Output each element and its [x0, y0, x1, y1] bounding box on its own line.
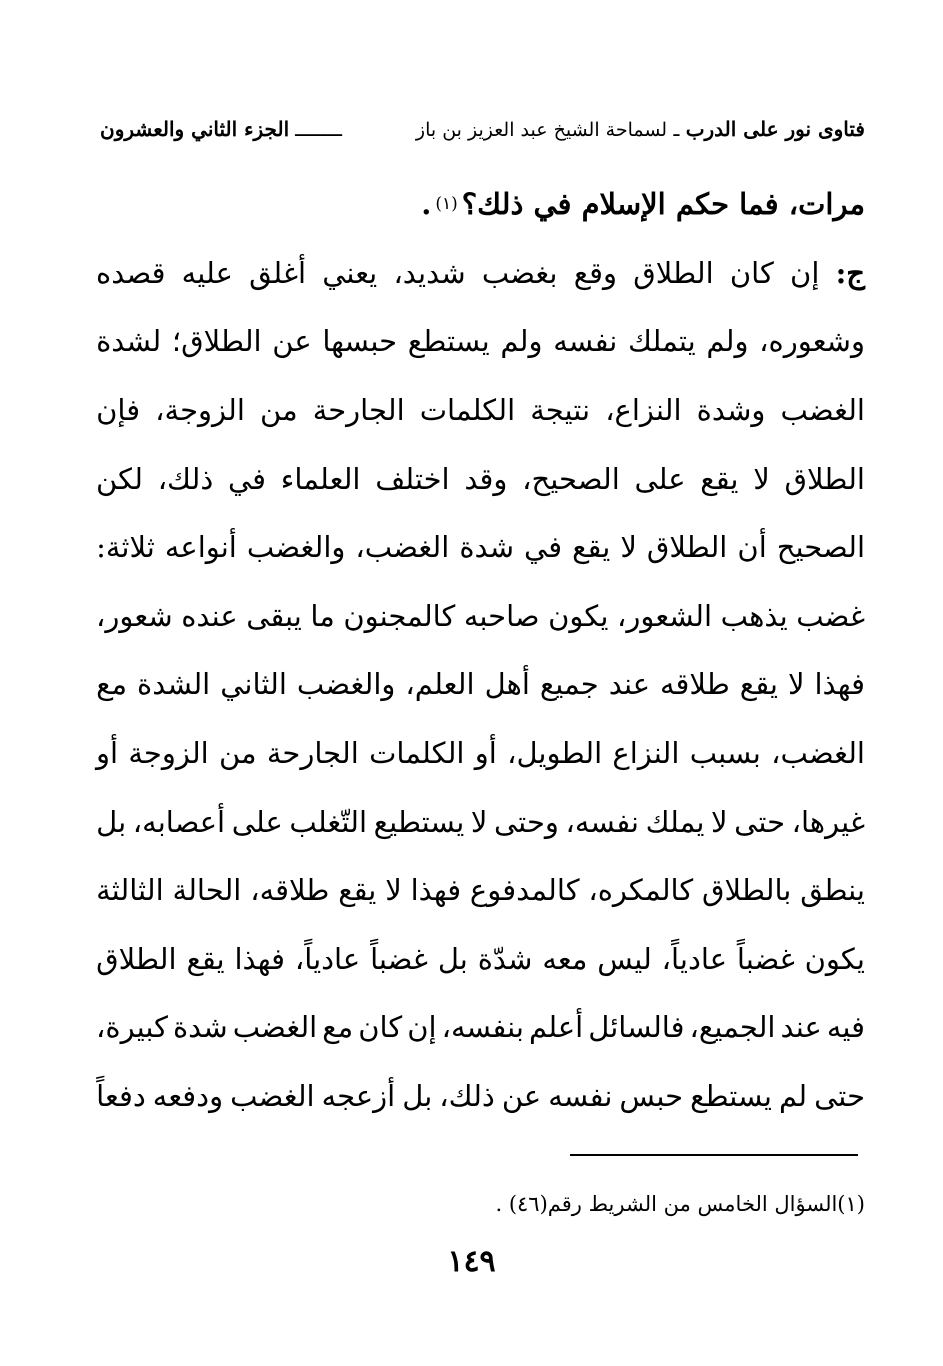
- answer-line: [96, 307, 865, 376]
- answer-word: فيه: [826, 1010, 865, 1045]
- answer-word: العلم،: [405, 667, 475, 702]
- answer-word: ذلك،: [439, 1079, 495, 1114]
- answer-word: يقع: [186, 941, 225, 976]
- answer-word: إن: [790, 255, 820, 290]
- answer-word: كان: [729, 255, 774, 290]
- answer-word: قصده: [96, 255, 166, 290]
- answer-word: الطلاق: [96, 941, 177, 976]
- answer-word: شدة: [459, 530, 515, 565]
- header-separator: ـ: [673, 117, 680, 141]
- answer-word: يستطع: [407, 324, 490, 359]
- answer-word: يستطيع: [373, 804, 465, 839]
- answer-word: الطلاق: [633, 255, 714, 290]
- answer-word: طلاقه: [660, 667, 730, 702]
- footnote-divider: [570, 1154, 858, 1156]
- answer-word: جميع: [539, 667, 599, 702]
- answer-word: ينطق: [800, 873, 865, 908]
- answer-word: وشعوره،: [759, 324, 865, 359]
- answer-word: حتى: [814, 1079, 865, 1114]
- answer-word: الطلاق: [646, 530, 728, 565]
- answer-word: غضب: [796, 598, 865, 633]
- answer-line: [96, 650, 865, 719]
- answer-line: [96, 513, 865, 582]
- answer-word: لا: [787, 667, 805, 702]
- answer-word: النزاع،: [605, 393, 682, 428]
- answer-word: فإن: [96, 393, 141, 428]
- answer-word: عادياً،: [294, 941, 361, 976]
- answer-word: عند: [780, 1010, 822, 1045]
- answer-word: فهذا: [410, 873, 462, 908]
- answer-word: الغضب: [230, 1079, 315, 1114]
- answer-word: وقع: [573, 255, 617, 290]
- answer-word: بنفسه،: [441, 1010, 524, 1045]
- answer-line: [96, 376, 865, 445]
- answer-word: بسبب: [689, 736, 761, 771]
- answer-line: [96, 444, 865, 513]
- question-period: .: [421, 187, 432, 222]
- answer-word: من: [218, 736, 257, 771]
- answer-paragraph: [96, 239, 865, 1131]
- page-number: ١٤٩: [447, 1244, 496, 1279]
- answer-word: الزوجة،: [155, 393, 245, 428]
- running-header: [100, 112, 865, 146]
- answer-line: [96, 993, 865, 1062]
- answer-word: كالمجنون: [343, 598, 456, 633]
- answer-word: عادياً،: [661, 941, 727, 976]
- answer-word: على: [634, 461, 686, 496]
- answer-word: معه: [542, 941, 588, 976]
- answer-word: يقع: [739, 667, 778, 702]
- answer-word: ثلاثة:: [96, 530, 155, 565]
- answer-word: فالسائل: [588, 1010, 685, 1045]
- answer-word: أهل: [484, 667, 530, 702]
- answer-word: أو: [96, 736, 119, 771]
- answer-word: الحالة: [172, 873, 242, 908]
- answer-word: الجارحة: [266, 736, 359, 771]
- answer-word: كان: [358, 1010, 403, 1045]
- answer-line: [96, 1062, 865, 1131]
- answer-word: يبقى: [246, 598, 302, 633]
- answer-word: صاحبه: [463, 598, 540, 633]
- answer-word: لا: [711, 804, 728, 839]
- answer-word: يقع: [572, 530, 611, 565]
- answer-word: الثاني: [220, 667, 287, 702]
- answer-word: يقع: [338, 873, 377, 908]
- answer-word: ولم: [706, 324, 749, 359]
- answer-word: إن: [407, 1010, 437, 1045]
- answer-word: أن: [737, 530, 767, 565]
- answer-word: فهذا: [814, 667, 865, 702]
- answer-word: يقع: [700, 461, 739, 496]
- question-text: مرات، فما حكم الإسلام في ذلك؟: [461, 187, 865, 222]
- answer-word: يستطع: [690, 1079, 772, 1114]
- answer-line: [96, 582, 865, 651]
- answer-word: حتى: [734, 804, 786, 839]
- book-title: فتاوى نور على الدرب: [685, 117, 865, 141]
- answer-word: نفسه،: [565, 804, 639, 839]
- answer-word: وشدة: [696, 393, 766, 428]
- answer-word: الطلاق؛: [171, 324, 262, 359]
- answer-word: مع: [96, 667, 128, 702]
- answer-word: يكون: [548, 598, 609, 633]
- answer-word: ولم: [500, 324, 543, 359]
- answer-word: الصحيح،: [522, 461, 620, 496]
- answer-word: وقد: [464, 461, 508, 496]
- answer-word: الجارحة: [312, 393, 405, 428]
- header-dash-line: ــــــــ: [295, 117, 342, 141]
- answer-word: النزاع: [612, 736, 680, 771]
- footnote: (١)السؤال الخامس من الشريط رقم(٤٦) .: [495, 1192, 865, 1216]
- answer-word: الثالثة: [96, 873, 164, 908]
- answer-word: بل: [402, 1079, 433, 1114]
- question-end-line: [96, 170, 865, 239]
- answer-word: ذلك،: [157, 461, 214, 496]
- answer-word: يملك: [645, 804, 705, 839]
- header-volume-group: [100, 117, 342, 141]
- answer-word: التّغلب: [289, 804, 368, 839]
- answer-word: غضباً: [736, 941, 795, 976]
- answer-line: [96, 856, 865, 925]
- answer-word: يعني: [322, 255, 378, 290]
- answer-word: على: [231, 804, 283, 839]
- footnote-reference: (١): [435, 194, 458, 215]
- answer-word: شدّة: [477, 941, 533, 976]
- answer-word: في: [524, 530, 563, 565]
- answer-word: اختلف: [375, 461, 450, 496]
- answer-word: عن: [272, 324, 312, 359]
- answer-word: شدة: [172, 1010, 228, 1045]
- answer-line: [96, 787, 865, 856]
- answer-word: لا: [385, 873, 402, 908]
- answer-word: دفعاً: [96, 1079, 146, 1114]
- answer-word: كالمكره،: [588, 873, 694, 908]
- answer-word: شديد،: [393, 255, 466, 290]
- answer-line: [96, 925, 865, 994]
- answer-word: ودفعه: [152, 1079, 224, 1114]
- fatwa-body: [96, 170, 865, 1130]
- header-book-info: [416, 117, 865, 141]
- answer-word: لا: [753, 461, 770, 496]
- answer-word: ما: [310, 598, 335, 633]
- answer-word: الغضب،: [771, 736, 865, 771]
- answer-word: عن: [501, 1079, 542, 1114]
- answer-word: مع: [322, 1010, 354, 1045]
- answer-word: وحتى: [494, 804, 559, 839]
- answer-word: يتملك: [628, 324, 696, 359]
- author-name: لسماحة الشيخ عبد العزيز بن باز: [415, 119, 668, 141]
- answer-word: حبسها: [322, 324, 398, 359]
- answer-word: نتيجة: [530, 393, 591, 428]
- answer-word: والغضب: [246, 530, 346, 565]
- answer-word: أو: [474, 736, 497, 771]
- answer-word: شعور،: [96, 598, 173, 633]
- answer-word: يذهب: [720, 598, 788, 633]
- volume-label: الجزء الثاني والعشرون: [100, 117, 290, 141]
- answer-word: الكلمات: [419, 393, 516, 428]
- answer-word: نفسه: [548, 1079, 613, 1114]
- answer-word: أعلم: [528, 1010, 584, 1045]
- answer-word: ليس: [597, 941, 652, 976]
- answer-word: لا: [470, 804, 488, 839]
- answer-word: بغضب: [481, 255, 558, 290]
- answer-word: بل: [96, 804, 127, 839]
- answer-word: في: [227, 461, 267, 496]
- answer-word: أعصابه،: [132, 804, 226, 839]
- answer-word: فهذا: [234, 941, 286, 976]
- answer-word: الشعور،: [616, 598, 713, 633]
- answer-word: الزوجة: [128, 736, 209, 771]
- answer-word: عند: [608, 667, 651, 702]
- answer-word: لم: [779, 1079, 808, 1114]
- answer-word: أنواعه: [164, 530, 237, 565]
- answer-word: غضباً: [370, 941, 428, 976]
- answer-word: كبيرة،: [96, 1010, 168, 1045]
- answer-word: نفسه: [553, 324, 618, 359]
- answer-word: الطويل،: [507, 736, 603, 771]
- answer-word: العلماء: [280, 461, 361, 496]
- answer-word: الطلاق: [784, 461, 865, 496]
- answer-word: من: [260, 393, 298, 428]
- answer-word: لشدة: [96, 324, 162, 359]
- answer-word: بالطلاق: [702, 873, 792, 908]
- answer-word: عليه: [181, 255, 233, 290]
- answer-word: الغضب،: [355, 530, 450, 565]
- answer-word: عنده: [181, 598, 238, 633]
- answer-word: الغضب: [232, 1010, 318, 1045]
- answer-word: الجميع،: [689, 1010, 776, 1045]
- answer-word: طلاقه،: [250, 873, 330, 908]
- answer-word: الكلمات: [369, 736, 465, 771]
- answer-word: الغضب: [780, 393, 865, 428]
- answer-label: ج:: [835, 255, 865, 290]
- answer-word: لكن: [96, 461, 143, 496]
- answer-word: أزعجه: [321, 1079, 396, 1114]
- answer-line: [96, 239, 865, 308]
- answer-word: لا: [620, 530, 637, 565]
- answer-word: الشدة: [137, 667, 211, 702]
- answer-word: بل: [437, 941, 468, 976]
- answer-word: حبس: [619, 1079, 684, 1114]
- answer-word: أغلق: [249, 255, 307, 290]
- answer-word: كالمدفوع: [469, 873, 580, 908]
- answer-line: [96, 719, 865, 788]
- answer-word: غيرها،: [791, 804, 865, 839]
- answer-word: الصحيح: [776, 530, 865, 565]
- answer-word: والغضب: [296, 667, 396, 702]
- answer-word: يكون: [804, 941, 865, 976]
